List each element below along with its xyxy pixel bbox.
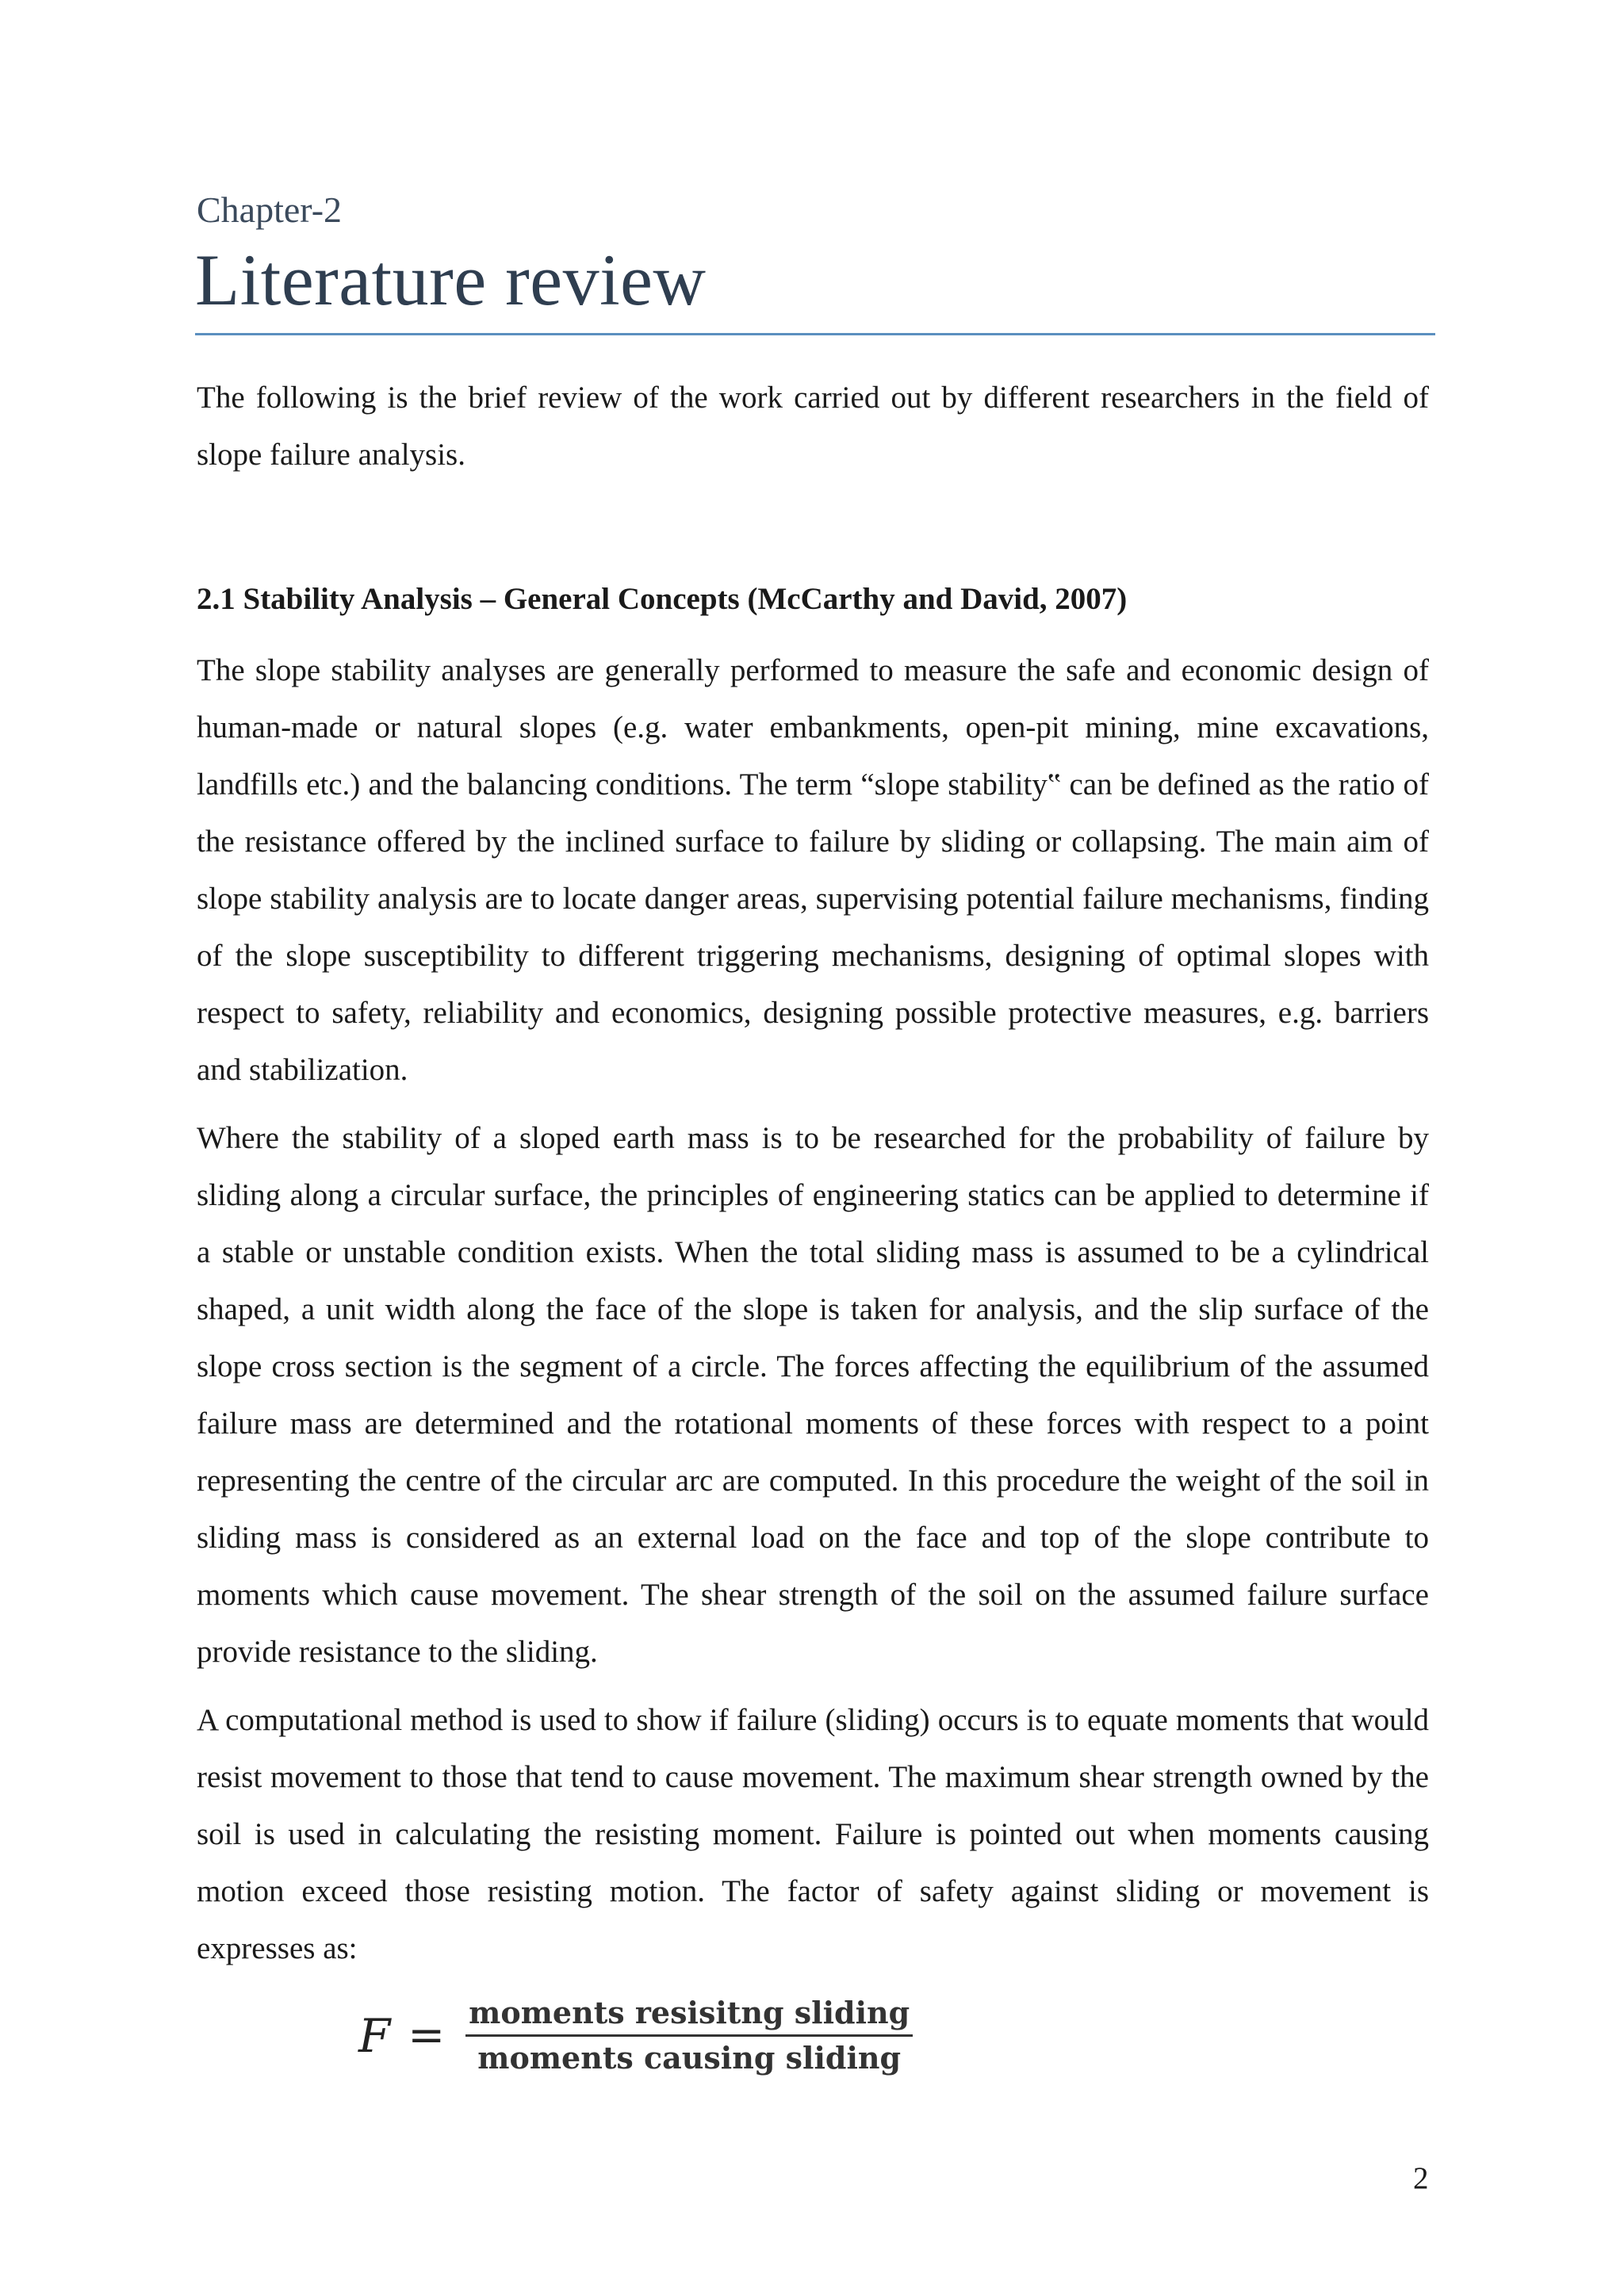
formula-denominator: moments causing sliding (477, 2040, 902, 2076)
chapter-title: Literature review (195, 239, 707, 320)
formula-equals: = (408, 2010, 446, 2061)
section-heading: 2.1 Stability Analysis – General Concepts (McCarthy and David, 2007) (197, 582, 1128, 616)
formula-numerator: moments resisitng sliding (469, 1995, 910, 2030)
page-number: 2 (1413, 2161, 1429, 2195)
body-paragraph-2: Where the stability of a sloped earth mass is to be researched for the probability of failure by sliding along a circular surface, the principles of engineering statics can be applied to determine if a stable or unstable condition exists. When the total sliding mass is assumed to be a cylindrical shaped, a unit width along the face of the slope is taken for analysis, and the slip surface of the slope cross section is the segment of a circle. The forces affecting the equilibrium of the assumed failure mass are determined and the rotational moments of these forces with respect to a point representing the centre of the circular arc are computed. In this procedure the weight of the soil in sliding mass is considered as an external load on the face and top of the slope contribute to moments which cause movement. The shear strength of the soil on the assumed failure surface provide resistance to the sliding. (197, 1121, 1429, 1669)
formula-lhs: F (358, 2008, 391, 2063)
intro-paragraph: The following is the brief review of the work carried out by different researchers in the field of slope failure analysis. (197, 381, 1429, 472)
chapter-label: Chapter-2 (197, 189, 343, 230)
factor-of-safety-formula (358, 1992, 913, 2080)
formula-fraction (465, 1992, 913, 2080)
body-paragraph-3: A computational method is used to show if failure (sliding) occurs is to equate moments that would resist movement to those that tend to cause movement. The maximum shear strength owned by the soil is used in calculating the resisting moment. Failure is pointed out when moments causing motion exceed those resisting motion. The factor of safety against sliding or movement is expresses as: (197, 1703, 1429, 1965)
title-divider (195, 333, 1435, 335)
body-paragraph-1: The slope stability analyses are generally performed to measure the safe and economic design of human-made or natural slopes (e.g. water embankments, open-pit mining, mine excavations, landfills etc.) and the balancing conditions. The term “slope stability‟ can be defined as the ratio of the resistance offered by the inclined surface to failure by sliding or collapsing. The main aim of slope stability analysis are to locate danger areas, supervising potential failure mechanisms, finding of the slope susceptibility to different triggering mechanisms, designing of optimal slopes with respect to safety, reliability and economics, designing possible protective measures, e.g. barriers and stabilization. (197, 653, 1429, 1087)
